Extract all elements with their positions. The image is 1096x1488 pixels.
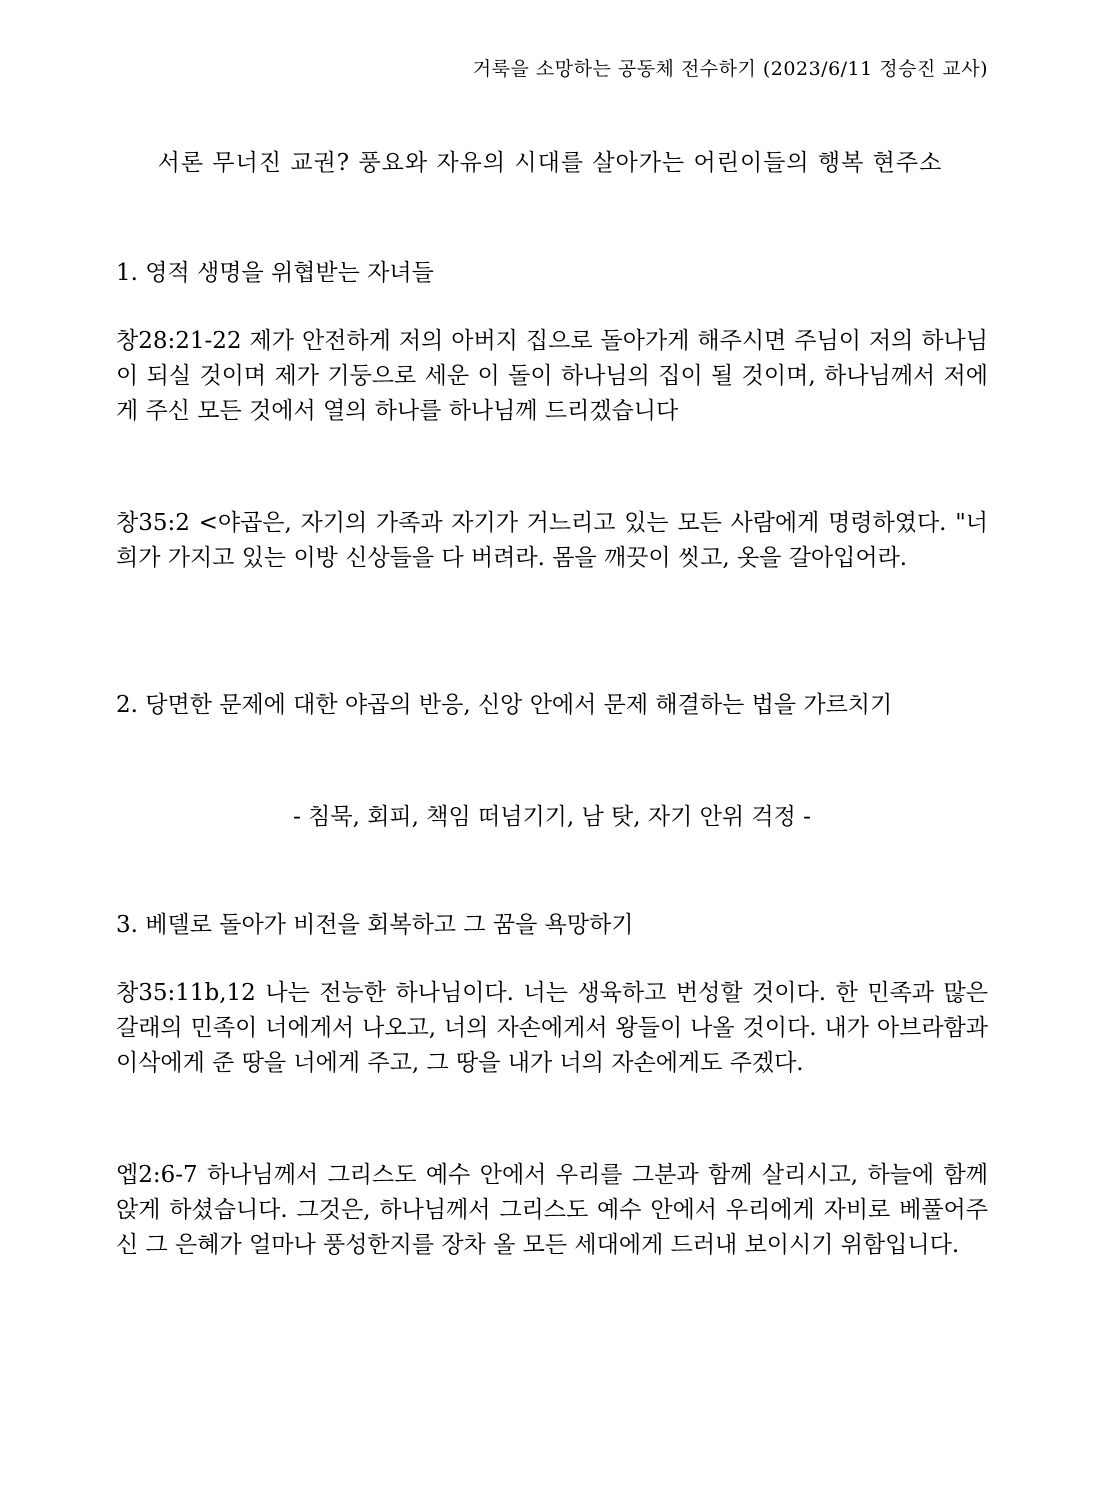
- document-header: 거룩을 소망하는 공동체 전수하기 (2023/6/11 정승진 교사): [472, 58, 988, 80]
- section-heading-2: 2. 당면한 문제에 대한 야곱의 반응, 신앙 안에서 문제 해결하는 법을 가르치기: [116, 692, 893, 718]
- response-list: - 침묵, 회피, 책임 떠넘기기, 남 탓, 자기 안위 걱정 -: [293, 804, 811, 830]
- passage-gen-35-11: 창35:11b,12 나는 전능한 하나님이다. 너는 생육하고 번성할 것이다. 한 민족과 많은 갈래의 민족이 너에게서 나오고, 너의 자손에게서 왕들이 나올 것이다. 내가 아브라함과 이삭에게 준 땅을 너에게 주고, 그 땅을 내가 너의 자손에게도 주겠다.: [116, 980, 988, 1076]
- document-title: 서론 무너진 교권? 풍요와 자유의 시대를 살아가는 어린이들의 행복 현주소: [157, 150, 943, 176]
- section-heading-3: 3. 베델로 돌아가 비전을 회복하고 그 꿈을 욕망하기: [116, 912, 634, 938]
- passage-eph-2: 엡2:6-7 하나님께서 그리스도 예수 안에서 우리를 그분과 함께 살리시고, 하늘에 함께 앉게 하셨습니다. 그것은, 하나님께서 그리스도 예수 안에서 우리에게 자비로 베풀어주신 그 은혜가 얼마나 풍성한지를 장차 올 모든 세대에게 드러내 보이시기 위함입니다.: [116, 1162, 988, 1258]
- section-heading-1: 1. 영적 생명을 위협받는 자녀들: [116, 260, 434, 286]
- passage-gen-28: 창28:21-22 제가 안전하게 저의 아버지 집으로 돌아가게 해주시면 주님이 저의 하나님이 되실 것이며 제가 기둥으로 세운 이 돌이 하나님의 집이 될 것이며, 하나님께서 저에게 주신 모든 것에서 열의 하나를 하나님께 드리겠습니다: [116, 328, 988, 424]
- passage-gen-35-2: 창35:2 <야곱은, 자기의 가족과 자기가 거느리고 있는 모든 사람에게 명령하였다. "너희가 가지고 있는 이방 신상들을 다 버려라. 몸을 깨끗이 씻고, 옷을 갈아입어라.: [116, 510, 988, 571]
